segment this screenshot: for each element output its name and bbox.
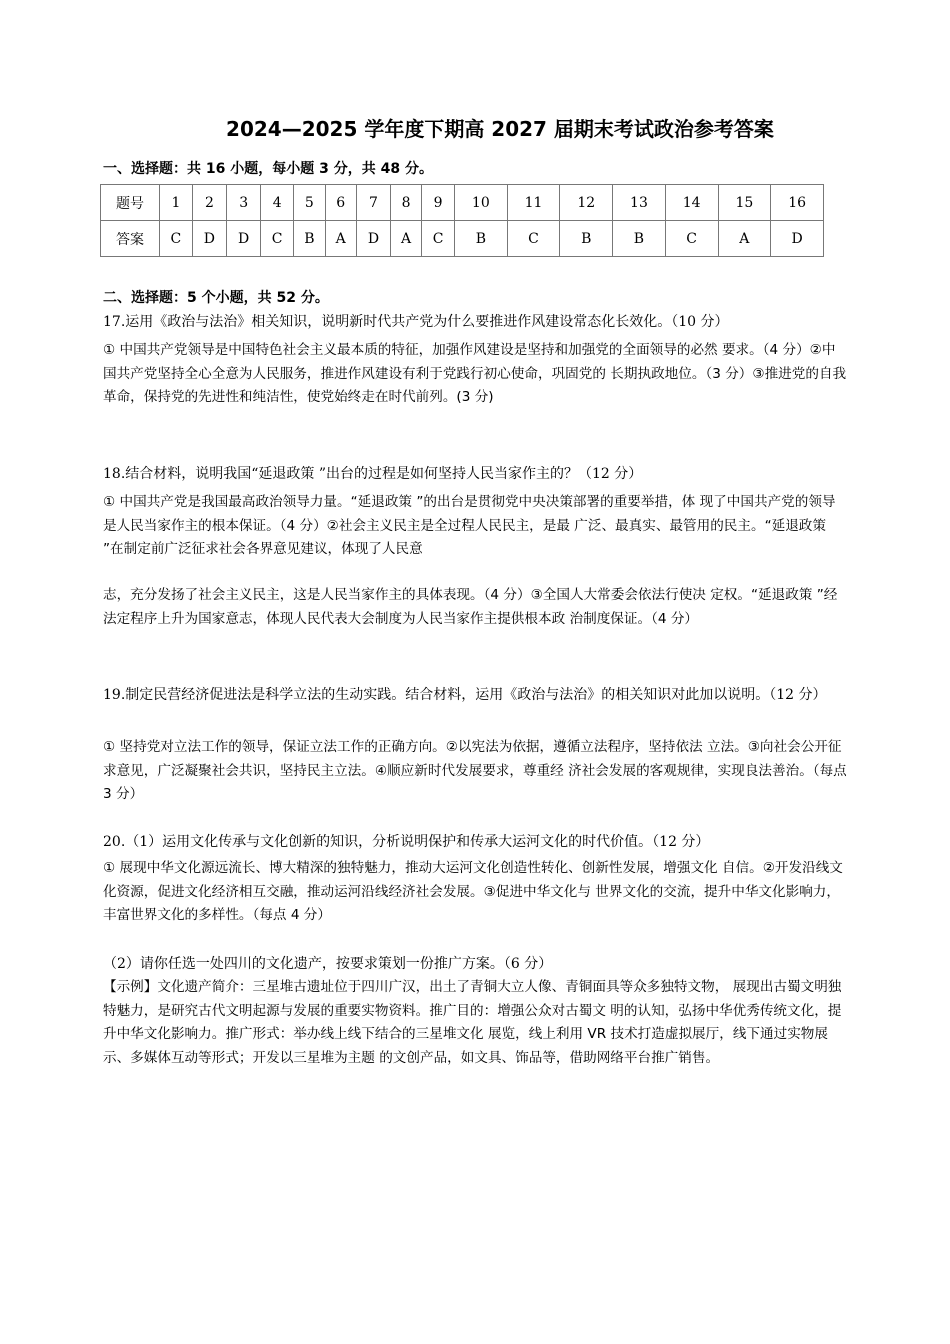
page-title: 2024—2025 学年度下期高 2027 届期末考试政治参考答案 <box>226 117 774 141</box>
question-number: 15 <box>718 185 771 221</box>
answer-cell: B <box>613 221 666 257</box>
section-one-heading: 一、选择题：共 16 小题，每小题 3 分，共 48 分。 <box>103 161 433 177</box>
answer-18-part-2: 志，充分发扬了社会主义民主，这是人民当家作主的具体表现。（4 分）③全国人大常委会依法行使决 定权。“延退政策 ”经法定程序上升为国家意志，体现人民代表大会制度为人民当家作主提供根本政 治制度保证。（4 分） <box>103 587 838 627</box>
answer-cell: B <box>454 221 507 257</box>
answer-cell: B <box>560 221 613 257</box>
question-18: 18.结合材料，说明我国“延退政策 ”出台的过程是如何坚持人民当家作主的？（12 分） <box>103 466 643 482</box>
answer-cell: D <box>356 221 390 257</box>
question-19: 19.制定民营经济促进法是科学立法的生动实践。结合材料，运用《政治与法治》的相关知识对此加以说明。（12 分） <box>103 687 827 703</box>
question-number-row <box>101 185 824 221</box>
answer-cell: D <box>192 221 226 257</box>
question-number: 13 <box>613 185 666 221</box>
question-number: 1 <box>160 185 193 221</box>
answer-cell: C <box>507 221 560 257</box>
answer-20-part-1: ① 展现中华文化源远流长、博大精深的独特魅力，推动大运河文化创造性转化、创新性发展，增强文化 自信。②开发沿线文化资源，促进文化经济相互交融，推动运河沿线经济社会发展。③促进中华文化与 世界文化的交流，提升中华文化影响力，丰富世界文化的多样性。（每点 4 分） <box>103 860 843 923</box>
question-number: 4 <box>261 185 294 221</box>
question-number: 6 <box>325 185 356 221</box>
answer-20-part-2: 【示例】文化遗产简介：三星堆古遗址位于四川广汉，出土了青铜大立人像、青铜面具等众多独特文物， 展现出古蜀文明独特魅力，是研究古代文明起源与发展的重要实物资料。推广目的：增强公众对古蜀文 明的认知，弘扬中华优秀传统文化，提升中华文化影响力。推广形式：举办线上线下结合的三星堆文化 展览，线上利用 VR 技术打造虚拟展厅，线下通过实物展示、多媒体互动等形式；开发以三星堆为主题 的文创产品，如文具、饰品等，借助网络平台推广销售。 <box>103 979 842 1066</box>
question-number: 12 <box>560 185 613 221</box>
question-20-part-1: 20.（1）运用文化传承与文化创新的知识，分析说明保护和传承大运河文化的时代价值。（12 分） <box>103 834 710 850</box>
answer-cell: C <box>422 221 455 257</box>
question-20-part-2: （2）请你任选一处四川的文化遗产，按要求策划一份推广方案。（6 分） <box>103 956 553 972</box>
question-number: 14 <box>665 185 718 221</box>
question-number: 3 <box>227 185 261 221</box>
question-number: 9 <box>422 185 455 221</box>
answer-table <box>100 184 824 257</box>
question-number: 7 <box>356 185 390 221</box>
section-two-heading: 二、选择题：5 个小题，共 52 分。 <box>103 290 329 306</box>
answer-cell: A <box>391 221 422 257</box>
row-label-answer: 答案 <box>101 221 160 257</box>
question-number: 10 <box>454 185 507 221</box>
answer-cell: A <box>718 221 771 257</box>
question-number: 11 <box>507 185 560 221</box>
question-number: 2 <box>192 185 226 221</box>
question-17: 17.运用《政治与法治》相关知识，说明新时代共产党为什么要推进作风建设常态化长效化。（10 分） <box>103 314 729 330</box>
question-number: 8 <box>391 185 422 221</box>
question-number: 5 <box>294 185 326 221</box>
answer-cell: B <box>294 221 326 257</box>
answer-cell: D <box>227 221 261 257</box>
answer-row <box>101 221 824 257</box>
row-label-number: 题号 <box>101 185 160 221</box>
answer-cell: A <box>325 221 356 257</box>
answer-18-part-1: ① 中国共产党是我国最高政治领导力量。“延退政策 ”的出台是贯彻党中央决策部署的重要举措，体 现了中国共产党的领导是人民当家作主的根本保证。（4 分）②社会主义民主是全过程人民民主，是最 广泛、最真实、最管用的民主。“延退政策 ”在制定前广泛征求社会各界意见建议，体现了人民意 <box>103 494 836 557</box>
answer-17: ① 中国共产党领导是中国特色社会主义最本质的特征，加强作风建设是坚持和加强党的全面领导的必然 要求。（4 分）②中国共产党坚持全心全意为人民服务，推进作风建设有利于党践行初心使命，巩固党的 长期执政地位。（3 分）③推进党的自我革命，保持党的先进性和纯洁性，使党始终走在时代前列。(3 分) <box>103 342 847 405</box>
answer-cell: C <box>665 221 718 257</box>
answer-19: ① 坚持党对立法工作的领导，保证立法工作的正确方向。②以宪法为依据，遵循立法程序，坚持依法 立法。③向社会公开征求意见，广泛凝聚社会共识，坚持民主立法。④顺应新时代发展要求，尊重经 济社会发展的客观规律，实现良法善治。（每点 3 分） <box>103 739 847 802</box>
answer-cell: C <box>261 221 294 257</box>
answer-cell: C <box>160 221 193 257</box>
answer-cell: D <box>771 221 824 257</box>
question-number: 16 <box>771 185 824 221</box>
